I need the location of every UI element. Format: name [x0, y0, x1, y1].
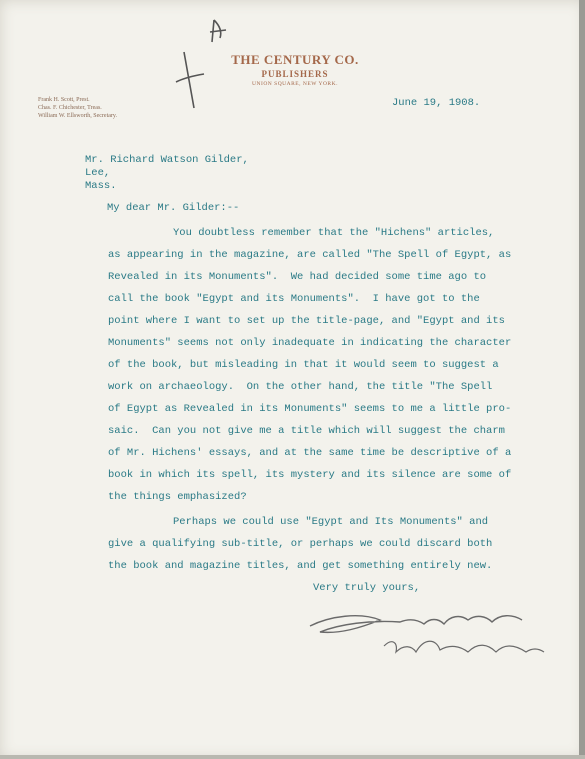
company-role: PUBLISHERS [261, 69, 329, 79]
body-line: of Mr. Hichens' essays, and at the same time be descriptive of a [108, 447, 512, 459]
paper-edge [0, 755, 585, 759]
body-line: give a qualifying sub-title, or perhaps we could discard both [108, 538, 493, 550]
officers-list [38, 96, 117, 120]
salutation: My dear Mr. Gilder:-- [107, 202, 240, 214]
recipient-line: Mass. [85, 180, 117, 192]
paper-edge [579, 0, 585, 759]
closing: Very truly yours, [313, 582, 421, 594]
officer-line: Frank H. Scott, Prest. [38, 97, 90, 103]
body-line: of Egypt as Revealed in its Monuments" seems to me a little pro- [108, 403, 512, 415]
letterhead [220, 52, 370, 87]
body-line: as appearing in the magazine, are called "The Spell of Egypt, as [108, 249, 512, 261]
officer-line: William W. Ellsworth, Secretary. [38, 113, 118, 119]
body-line: Revealed in its Monuments". We had decided some time ago to [108, 271, 487, 283]
officer-line: Chas. F. Chichester, Treas. [38, 105, 102, 111]
recipient-line: Lee, [85, 167, 111, 179]
body-line: the book and magazine titles, and get something entirely new. [108, 560, 493, 572]
letter-date: June 19, 1908. [392, 97, 481, 109]
recipient-address [85, 154, 249, 193]
company-name: THE CENTURY CO. [231, 52, 359, 67]
body-line: of the book, but misleading in that it would seem to suggest a [108, 359, 499, 371]
recipient-name: Mr. Richard Watson Gilder, [85, 154, 249, 166]
body-line: call the book "Egypt and its Monuments". I have got to the [108, 293, 480, 305]
body-line: the things emphasized? [108, 491, 247, 503]
body-line: saic. Can you not give me a title which will suggest the charm [108, 425, 505, 437]
company-address: UNION SQUARE, NEW YORK. [252, 81, 338, 87]
body-line: Perhaps we could use "Egypt and Its Monuments" and [173, 516, 489, 528]
body-line: Monuments" seems not only inadequate in indicating the character [108, 337, 512, 349]
body-line: book in which its spell, its mystery and its silence are some of [108, 469, 512, 481]
body-line: work on archaeology. On the other hand, the title "The Spell [108, 381, 493, 393]
body-line: point where I want to set up the title-page, and "Egypt and its [108, 315, 505, 327]
handwritten-signature [300, 598, 560, 668]
body-line: You doubtless remember that the "Hichens" articles, [173, 227, 495, 239]
